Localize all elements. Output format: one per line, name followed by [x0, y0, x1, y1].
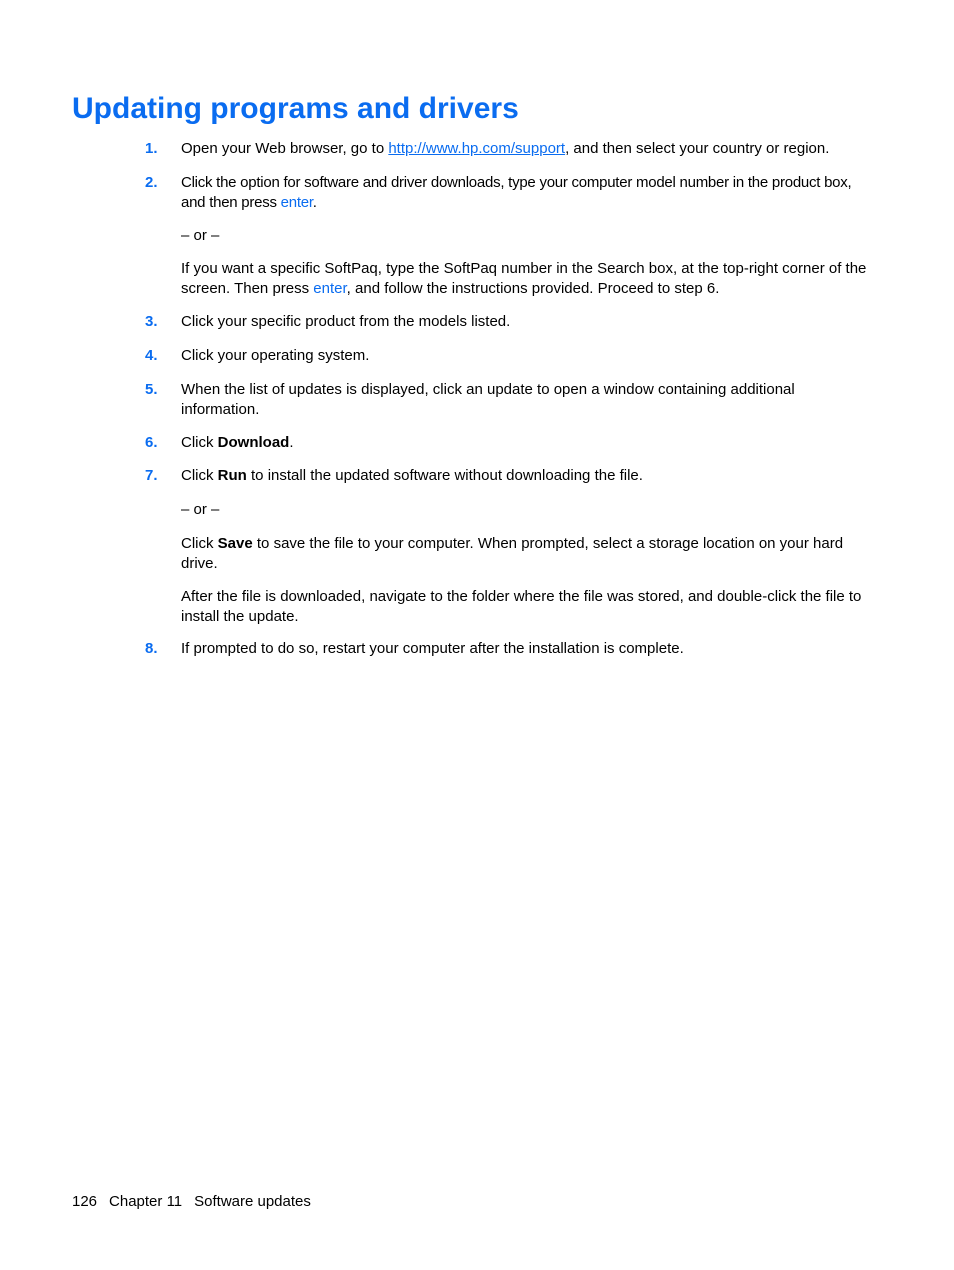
- run-bold-label: Run: [217, 467, 247, 484]
- step-8-text: If prompted to do so, restart your computer after the installation is complete.: [181, 640, 684, 657]
- step-2-alternative-text: [181, 259, 871, 298]
- step-6-text-start: Click: [181, 434, 218, 451]
- step-6-text-end: .: [289, 434, 294, 451]
- step-7-or-separator: – or –: [181, 501, 220, 518]
- hp-support-link[interactable]: http://www.hp.com/support: [388, 140, 566, 157]
- step-1-text-end: , and then select your country or region.: [565, 140, 830, 157]
- step-5-text: When the list of updates is displayed, click an update to open a window containing additional information.: [181, 381, 795, 418]
- step-2-alt-start: If you want a specific SoftPaq, type the SoftPaq number in the Search box, at the top-right corner of the screen. Then press: [181, 260, 867, 297]
- step-number-4: 4.: [145, 347, 158, 364]
- step-3-text: Click your specific product from the models listed.: [181, 313, 511, 330]
- step-7-alternative-text: [181, 534, 871, 573]
- step-7-text: [181, 466, 871, 486]
- step-1-text: [181, 139, 871, 159]
- step-number-3: 3.: [145, 313, 158, 330]
- save-bold-label: Save: [217, 535, 253, 552]
- page-footer: [72, 1192, 311, 1211]
- step-number-8: 8.: [145, 640, 158, 657]
- page-number: 126: [72, 1193, 98, 1210]
- step-2-or-separator: – or –: [181, 227, 220, 244]
- step-4-text: Click your operating system.: [181, 347, 370, 364]
- enter-key-text: enter: [280, 193, 313, 211]
- step-7-alt-start: Click: [181, 535, 218, 552]
- step-number-5: 5.: [145, 381, 158, 398]
- step-number-7: 7.: [145, 467, 158, 484]
- step-6-text: [181, 433, 871, 453]
- enter-key-text: enter: [313, 279, 347, 297]
- step-7-alt-end: to save the file to your computer. When prompted, select a storage location on your hard drive.: [181, 535, 844, 572]
- step-number-2: 2.: [145, 174, 158, 191]
- chapter-label: Chapter 11: [109, 1193, 183, 1210]
- step-2-alt-end: , and follow the instructions provided. Proceed to step 6.: [346, 279, 720, 297]
- step-2-text-end: .: [312, 193, 317, 211]
- step-number-6: 6.: [145, 434, 158, 451]
- step-number-1: 1.: [145, 140, 158, 157]
- step-7-after-text: After the file is downloaded, navigate to the folder where the file was stored, and double-click the file to install the update.: [181, 588, 862, 625]
- step-7-text-start: Click: [181, 467, 218, 484]
- step-2-text: [181, 173, 871, 212]
- step-7-text-end: to install the updated software without downloading the file.: [246, 467, 643, 484]
- step-1-text-start: Open your Web browser, go to: [181, 140, 389, 157]
- page-title: Updating programs and drivers: [72, 92, 519, 125]
- section-label: Software updates: [194, 1193, 311, 1210]
- step-2-text-start: Click the option for software and driver downloads, type your computer model number in the product box, and then press: [181, 174, 852, 211]
- download-bold-label: Download: [217, 434, 290, 451]
